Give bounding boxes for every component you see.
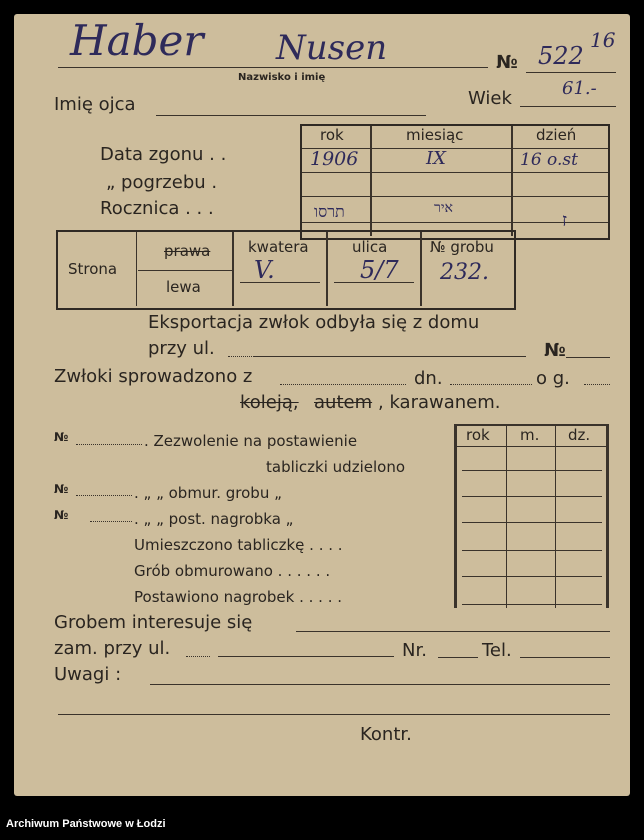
anniversary-label: Rocznica . . . (100, 198, 214, 219)
walled-grave-label: Grób obmurowano . . . . . . (134, 562, 331, 580)
grave-number-label: № grobu (430, 238, 494, 256)
archive-credit: Archiwum Państwowe w Łodzi (6, 818, 166, 830)
erected-tomb-label: Postawiono nagrobek . . . . . (134, 588, 342, 606)
permit-walling-text: . „ „ obmur. grobu „ (134, 484, 282, 502)
firstname-handwritten: Nusen (276, 28, 388, 68)
anniversary-day-hebrew: ז (562, 210, 568, 231)
transport-car-struck: autem (314, 392, 373, 413)
death-day-handwritten: 16 o.st (520, 150, 578, 170)
death-date-label: Data zgonu . . (100, 144, 227, 165)
interested-party-label: Grobem interesuje się (54, 612, 253, 633)
side-label: Strona (68, 260, 118, 278)
notes-label: Uwagi : (54, 664, 122, 685)
address-label: zam. przy ul. (54, 638, 171, 659)
control-label: Kontr. (360, 724, 412, 745)
burial-date-label: „ pogrzebu . (106, 172, 218, 193)
street-label: ulica (352, 238, 388, 256)
dates-header-month: miesiąc (406, 126, 464, 144)
side-right-struck: prawa (164, 242, 211, 260)
dates-header-day: dzień (536, 126, 577, 144)
age-label: Wiek (468, 88, 512, 109)
anniversary-month-hebrew: איר (434, 200, 453, 216)
quarter-label: kwatera (248, 238, 309, 256)
father-name-label: Imię ojca (54, 94, 136, 115)
side-left: lewa (166, 278, 201, 296)
brought-from-label: Zwłoki sprowadzono z (54, 366, 253, 387)
phone-label: Tel. (482, 640, 512, 661)
record-number-sign: № (496, 52, 518, 73)
brought-hour-label: o g. (536, 368, 570, 389)
transport-rail-struck: koleją, (240, 392, 299, 413)
permit-table-day: dz. (568, 426, 591, 444)
permit-tombstone-text: . „ „ post. nagrobka „ (134, 510, 294, 528)
brought-day-label: dn. (414, 368, 443, 389)
permit-table-year: rok (466, 426, 490, 444)
record-number-handwritten: 522 (538, 42, 584, 70)
permit-table-month: m. (520, 426, 540, 444)
permit-3-prefix: № (54, 508, 69, 522)
placed-plate-label: Umieszczono tabliczkę . . . . (134, 536, 343, 554)
quarter-handwritten: V. (254, 256, 275, 284)
death-month-handwritten: IX (426, 148, 446, 169)
export-number-sign: № (544, 340, 566, 361)
grave-number-handwritten: 232. (440, 260, 489, 285)
surname-handwritten: Haber (70, 16, 204, 65)
dates-header-year: rok (320, 126, 344, 144)
permit-plate-text-2: tabliczki udzielono (266, 458, 405, 476)
permit-2-prefix: № (54, 482, 69, 496)
house-number-label: Nr. (402, 640, 427, 661)
permit-1-prefix: № (54, 430, 69, 444)
export-heading: Eksportacja zwłok odbyła się z domu (148, 312, 480, 333)
record-number-superscript: 16 (590, 28, 616, 52)
permit-plate-text: . Zezwolenie na postawienie (144, 432, 358, 450)
transport-hearse: , karawanem. (378, 392, 501, 413)
anniversary-year-hebrew: תרסו (314, 202, 345, 221)
street-handwritten: 5/7 (360, 256, 399, 284)
death-record-card (14, 14, 630, 796)
death-year-handwritten: 1906 (310, 148, 359, 170)
export-street-label: przy ul. (148, 338, 215, 359)
age-handwritten: 61.- (562, 78, 597, 99)
name-caption: Nazwisko i imię (238, 72, 326, 83)
